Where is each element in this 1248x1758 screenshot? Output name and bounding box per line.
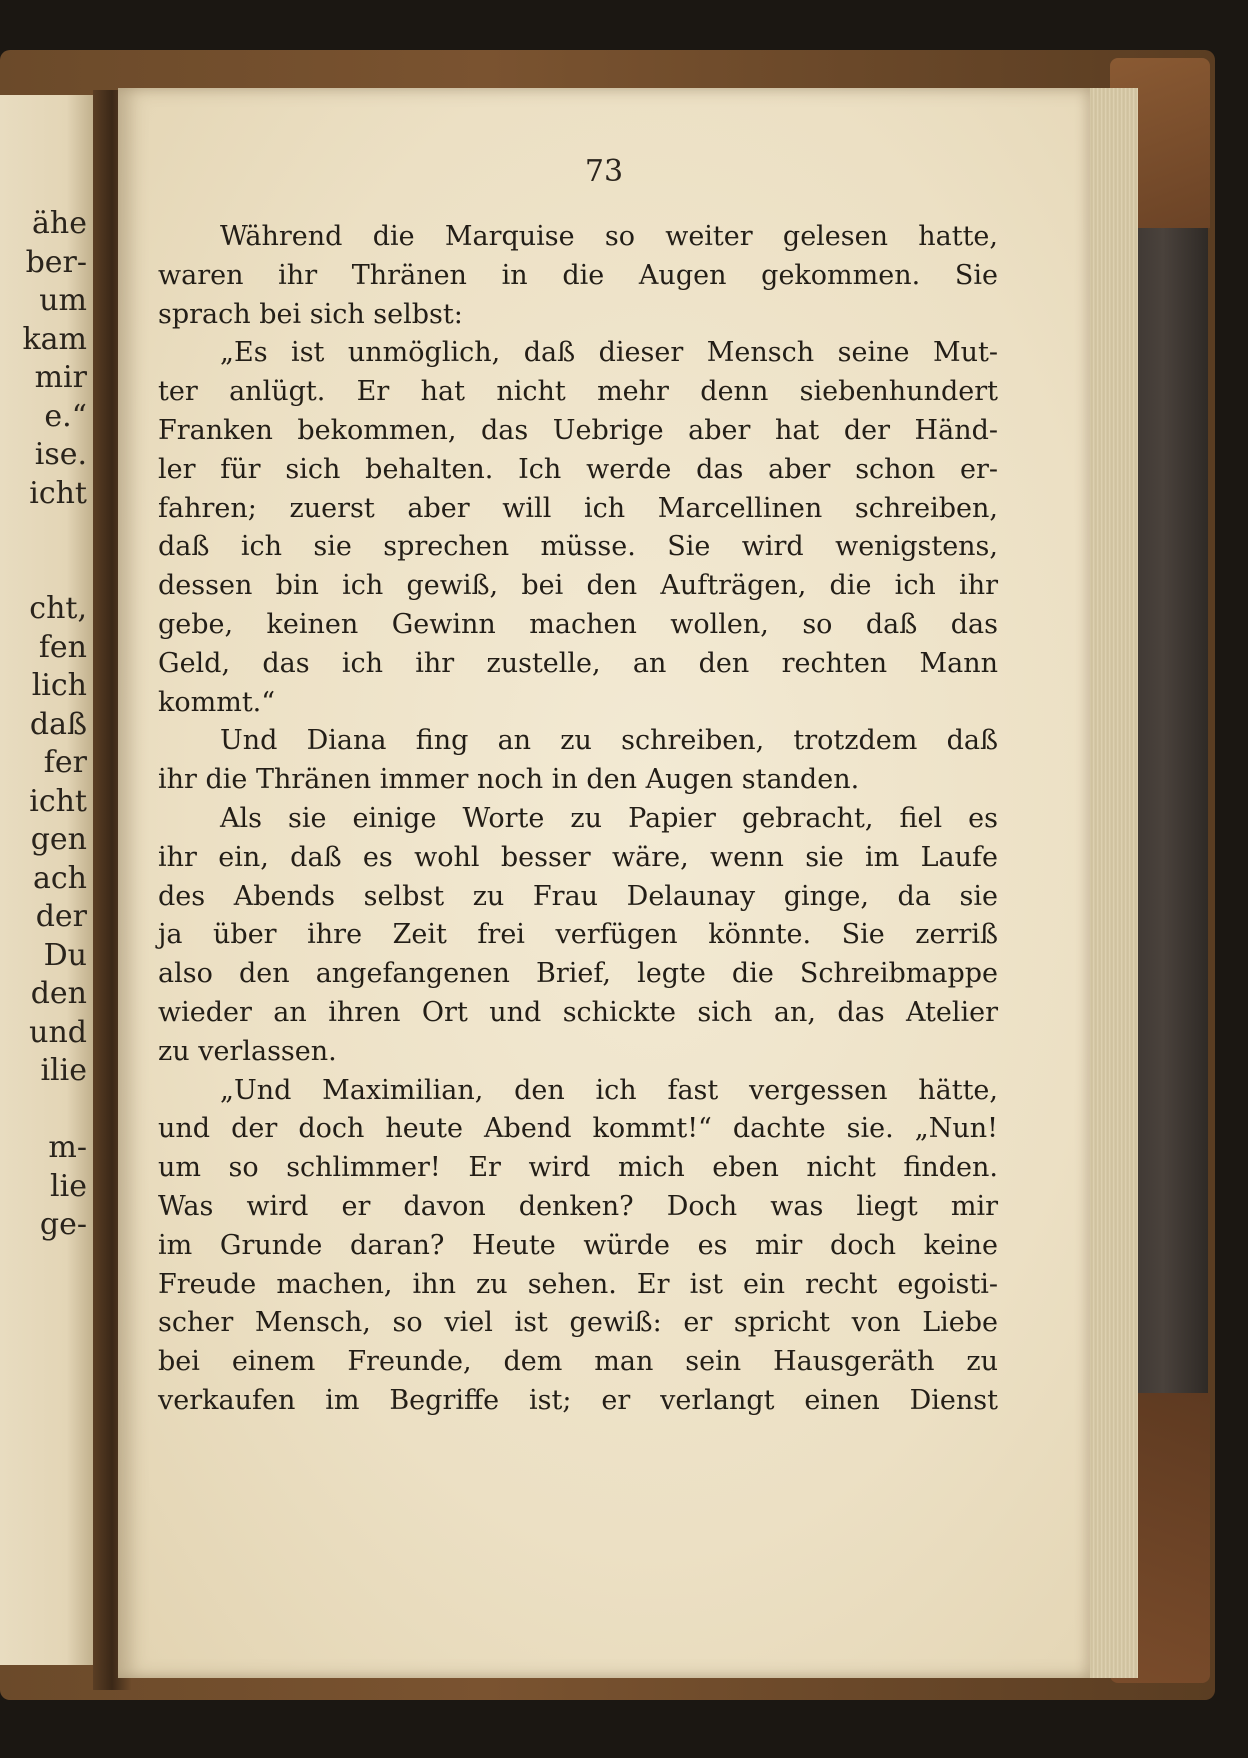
text-line: Während die Marquise so weiter gelesen hatte, [220, 221, 998, 252]
text-line: um so schlimmer! Er wird mich eben nicht finden. [158, 1152, 998, 1184]
previous-page-fragment: Du [43, 937, 87, 973]
previous-page-fragment: gen [30, 822, 87, 857]
text-line: im Grunde daran? Heute würde es mir doch keine [158, 1229, 998, 1261]
text-line: daß ich sie sprechen müsse. Sie wird wenigstens, [158, 531, 998, 563]
text-line: ihr die Thränen immer noch in den Augen standen. [158, 764, 860, 796]
previous-page-fragment: icht [29, 783, 87, 819]
previous-page-fragment: um [39, 283, 87, 318]
previous-page-fragment: m- [48, 1130, 87, 1165]
previous-page-fragment: ilie [40, 1053, 87, 1088]
text-line: „Es ist unmöglich, daß dieser Mensch seine Mut- [220, 337, 998, 369]
previous-page-fragment: icht [29, 475, 87, 511]
previous-page-fragment: und [29, 1014, 87, 1050]
previous-page-fragment: ach [32, 860, 87, 896]
previous-page-fragment: lich [31, 668, 87, 703]
text-line: ter anlügt. Er hat nicht mehr denn siebenhundert [158, 376, 998, 408]
text-line: zu verlassen. [158, 1035, 337, 1067]
text-line: Als sie einige Worte zu Papier gebracht, fiel es [220, 802, 998, 834]
previous-page-fragment: den [30, 976, 87, 1011]
text-line: fahren; zuerst aber will ich Marcellinen schreiben, [158, 492, 998, 524]
previous-page-fragment: mir [34, 360, 87, 395]
page-number: 73 [584, 154, 624, 189]
previous-page-fragment: e.“ [44, 398, 87, 434]
text-line: Was wird er davon denken? Doch was liegt mir [158, 1190, 998, 1222]
text-line: gebe, keinen Gewinn machen wollen, so daß das [158, 608, 998, 640]
previous-page-fragment: fer [43, 745, 87, 780]
previous-page-fragment: daß [29, 706, 87, 742]
text-line: sprach bei sich selbst: [158, 298, 463, 330]
previous-page-fragment: ber- [25, 244, 87, 280]
text-line: bei einem Freunde, dem man sein Hausgeräth zu [158, 1346, 998, 1378]
previous-page-fragment: ge- [39, 1207, 87, 1242]
text-line: scher Mensch, so viel ist gewiß: er spricht von Liebe [158, 1307, 998, 1339]
text-line: Und Diana fing an zu schreiben, trotzdem daß [220, 725, 998, 757]
text-line: kommt.“ [158, 686, 276, 718]
text-line: dessen bin ich gewiß, bei den Aufträgen, die ich ihr [158, 570, 998, 602]
previous-page-fragment: cht, [29, 591, 87, 626]
text-line: und der doch heute Abend kommt!“ dachte sie. „Nun! [158, 1113, 998, 1145]
previous-page-fragment: fen [38, 629, 87, 665]
text-line: also den angefangenen Brief, legte die Schreibmappe [158, 958, 998, 990]
page-text [158, 218, 998, 1421]
text-line: ihr ein, daß es wohl besser wäre, wenn sie im Laufe [158, 841, 998, 873]
previous-page-fragment: der [35, 899, 87, 934]
current-page [118, 88, 1090, 1678]
text-line: „Und Maximilian, den ich fast vergessen hätte, [220, 1074, 998, 1106]
previous-page-fragment: kam [22, 321, 87, 357]
previous-page [0, 95, 95, 1665]
text-line: ler für sich behalten. Ich werde das aber schon er- [158, 453, 998, 485]
text-line: des Abends selbst zu Frau Delaunay ginge, da sie [158, 880, 998, 912]
text-line: waren ihr Thränen in die Augen gekommen. Sie [158, 259, 998, 291]
text-line: ja über ihre Zeit frei verfügen könnte. Sie zerriß [158, 919, 998, 951]
text-line: Franken bekommen, das Uebrige aber hat der Händ- [158, 414, 998, 446]
text-line: verkaufen im Begriffe ist; er verlangt einen Dienst [158, 1384, 998, 1416]
text-line: wieder an ihren Ort und schickte sich an, das Atelier [158, 996, 998, 1028]
text-line: Freude machen, ihn zu sehen. Er ist ein recht egoisti- [158, 1268, 998, 1300]
text-line: Geld, das ich ihr zustelle, an den rechten Mann [158, 647, 998, 679]
previous-page-fragment: ise. [34, 437, 87, 472]
previous-page-fragment: ähe [32, 206, 87, 241]
previous-page-fragment: lie [50, 1168, 87, 1204]
